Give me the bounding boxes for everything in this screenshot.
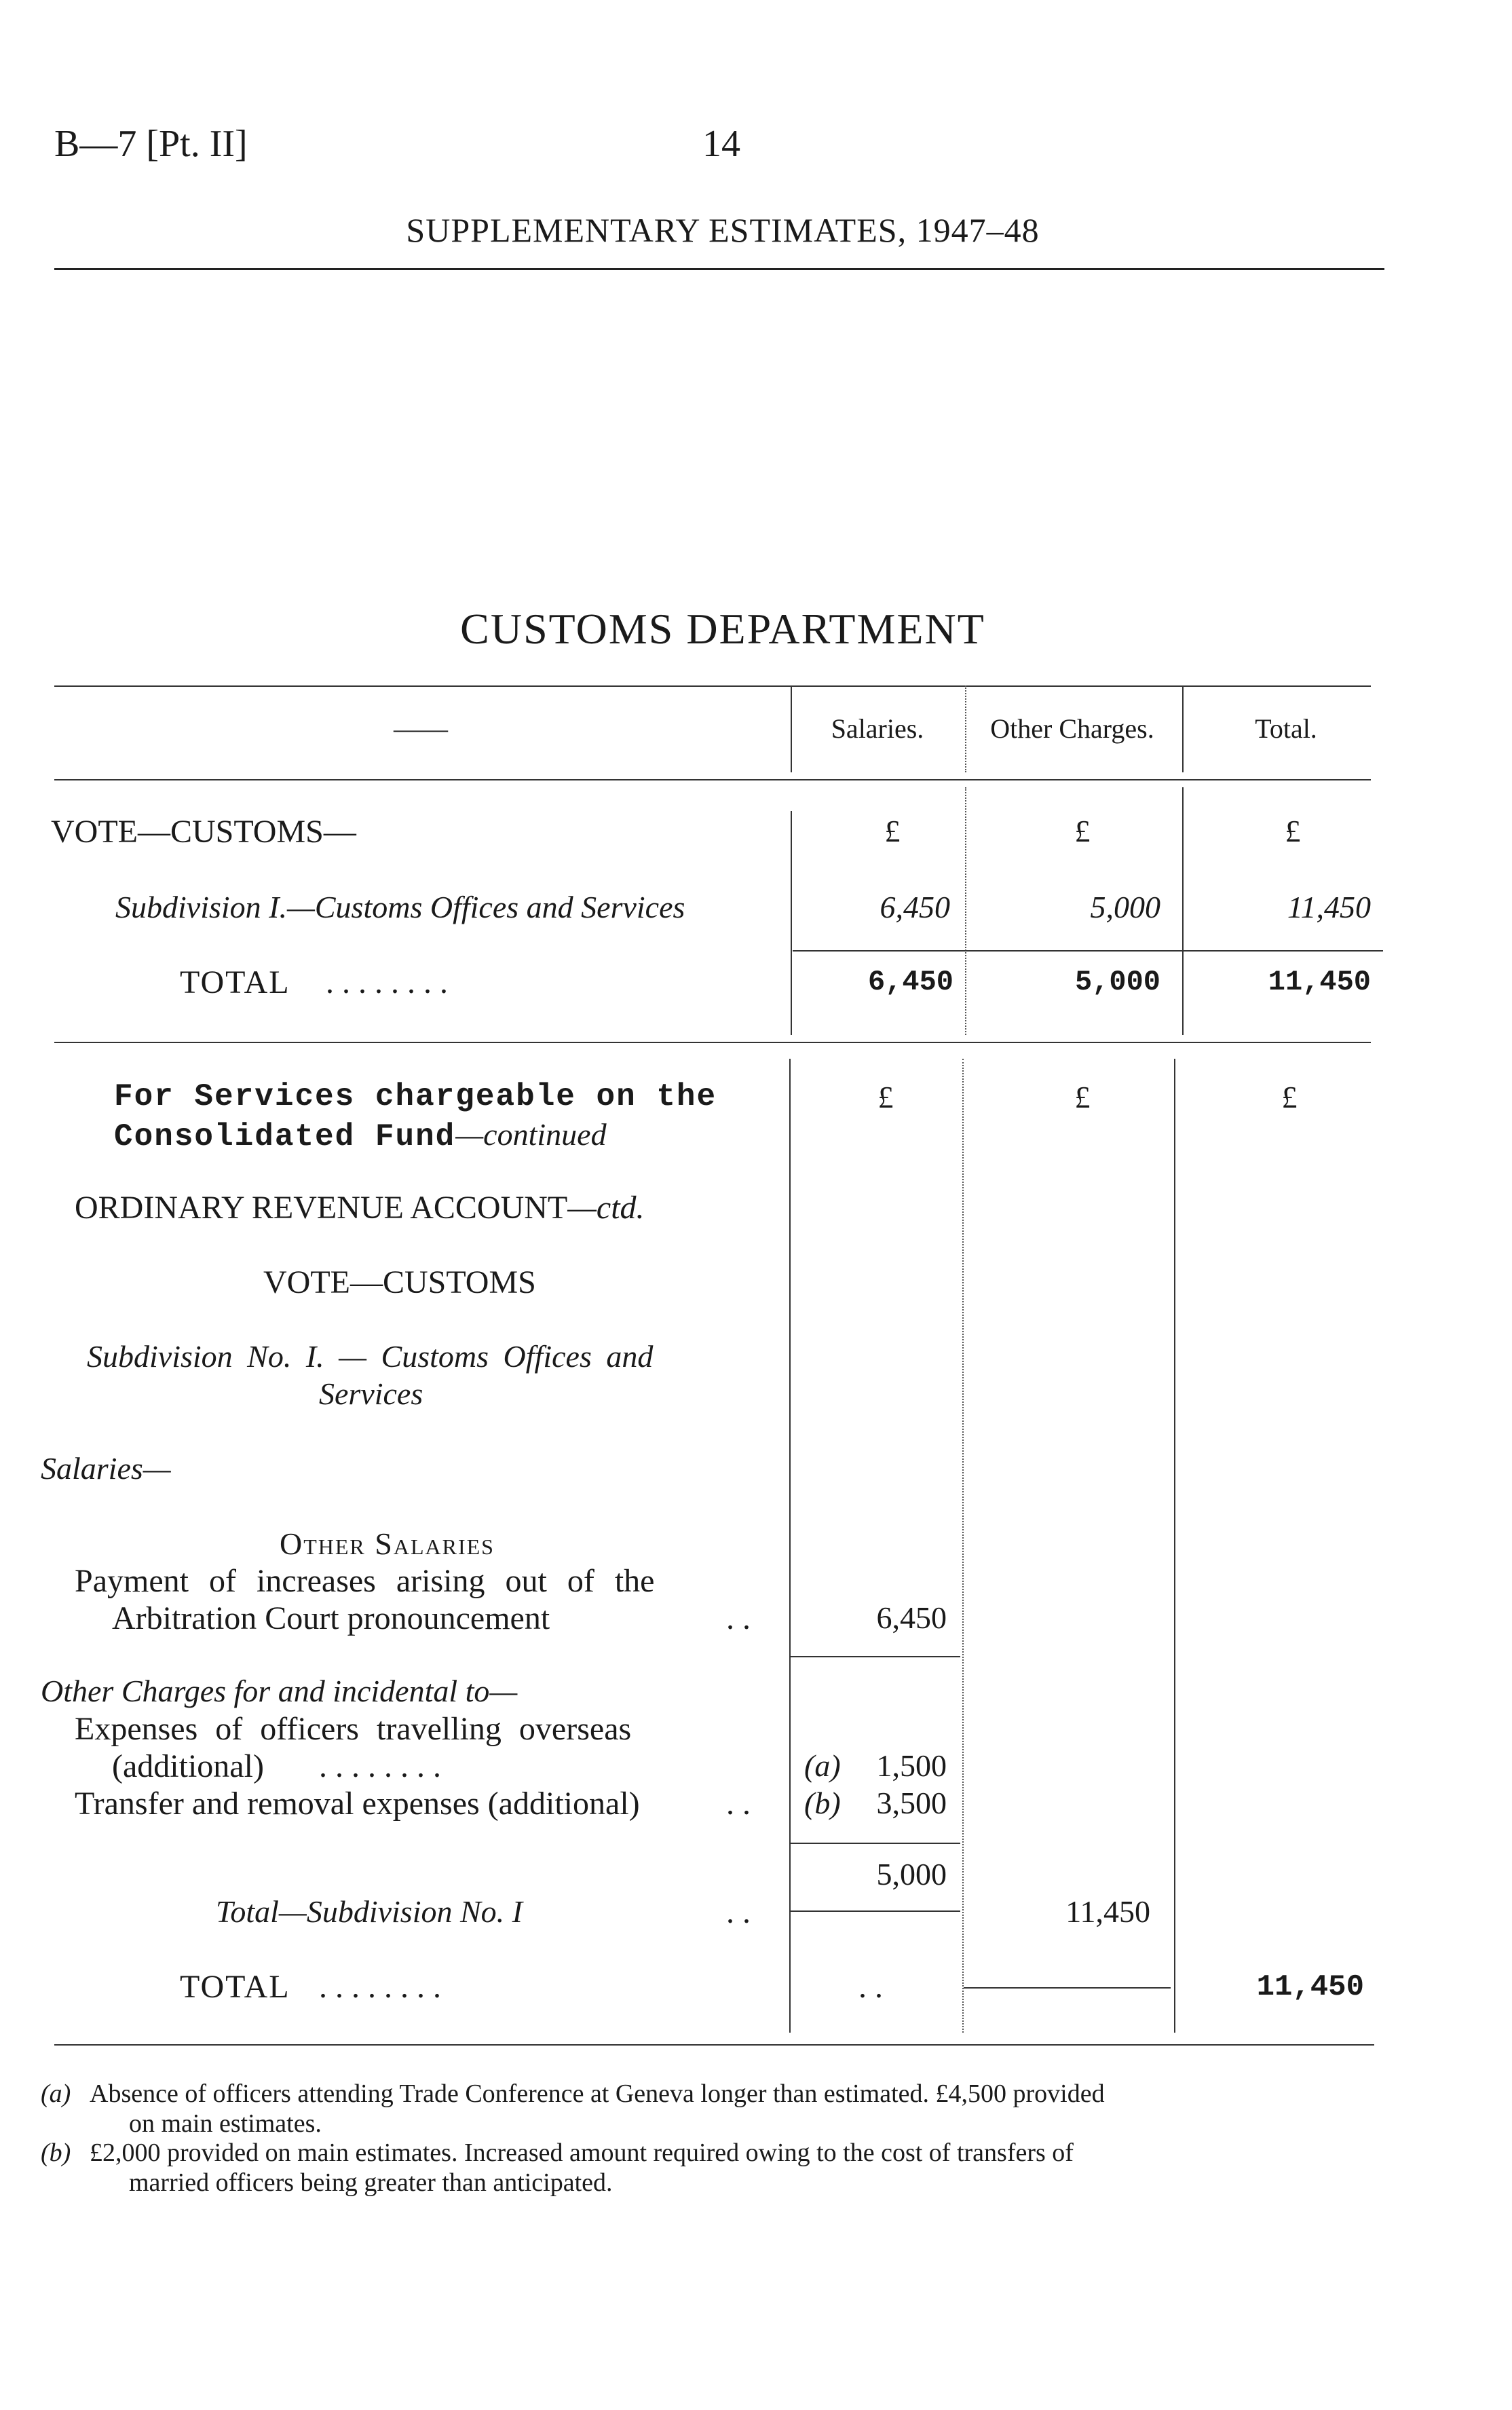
summary-vline-3 <box>1182 685 1184 772</box>
summary-pound-other: £ <box>1074 814 1091 848</box>
detail-charge1-dots: . . . . . . . . <box>319 1748 441 1784</box>
detail-total-rule <box>964 1987 1171 1989</box>
summary-pound-total: £ <box>1285 814 1301 848</box>
summary-total-salaries: 6,450 <box>867 966 953 998</box>
detail-account-suffix: —ctd. <box>567 1190 645 1226</box>
footnote-b-line2: married officers being greater than anticipated. <box>129 2168 613 2197</box>
page-title: SUPPLEMENTARY ESTIMATES, 1947–48 <box>406 211 1040 249</box>
footnote-a-line2: on main estimates. <box>129 2109 322 2138</box>
detail-pound-salaries: £ <box>877 1080 894 1114</box>
detail-subtotal-label: Total—Subdivision No. I <box>216 1894 523 1929</box>
summary-subdivision-total: 11,450 <box>1287 890 1371 924</box>
detail-heading-fund: Consolidated Fund <box>114 1119 456 1154</box>
summary-total-dots: . . . . . . . . <box>326 964 448 1000</box>
detail-salaries-head: Salaries— <box>41 1451 171 1486</box>
detail-subdivision-line2: Services <box>319 1376 423 1411</box>
col-head-salaries: Salaries. <box>831 713 924 744</box>
detail-vline-3 <box>1174 1059 1175 2033</box>
col-head-other-charges: Other Charges. <box>990 713 1154 744</box>
detail-subtotal-value: 11,450 <box>1065 1894 1150 1929</box>
detail-charge1-value: 1,500 <box>876 1748 947 1783</box>
detail-subdivision-line1: Subdivision No. I. — Customs Offices and <box>87 1339 654 1374</box>
summary-total-rule <box>793 950 1383 952</box>
summary-total-total: 11,450 <box>1268 966 1371 998</box>
summary-body-vline-3 <box>1182 787 1184 1035</box>
col-head-blank: —— <box>394 713 448 744</box>
detail-salary-item-line1: Payment of increases arising out of the <box>75 1563 655 1599</box>
summary-body-vline-1 <box>791 811 792 1035</box>
detail-charge1-line1: Expenses of officers travelling overseas <box>75 1711 632 1747</box>
detail-other-charges-sum: 5,000 <box>876 1857 947 1891</box>
summary-vline-1 <box>791 685 792 772</box>
detail-total-salaries-dots: . . <box>858 1969 883 2005</box>
detail-salary-item-line2: Arbitration Court pronouncement <box>112 1600 550 1636</box>
detail-other-charges-head: Other Charges for and incidental to— <box>41 1674 518 1708</box>
summary-total-label: TOTAL <box>180 964 290 1000</box>
detail-heading-continued: —continued <box>455 1117 607 1152</box>
detail-charge2-value: 3,500 <box>876 1786 947 1820</box>
detail-subtotal-dots: . . <box>726 1894 751 1930</box>
detail-vline-1 <box>789 1059 791 2033</box>
detail-total-dots: . . . . . . . . <box>319 1969 441 2005</box>
detail-pound-other: £ <box>1074 1080 1091 1114</box>
footnote-a-mark: (a) <box>41 2079 71 2108</box>
footnote-b-line1: £2,000 provided on main estimates. Increased amount required owing to the cost of transfers of <box>90 2139 1074 2167</box>
detail-heading-line1: For Services chargeable on the <box>114 1079 717 1114</box>
detail-salaries-rule <box>791 1656 960 1657</box>
header-rule <box>54 268 1384 270</box>
detail-heading-line2 <box>114 1116 607 1154</box>
detail-charge2-label: Transfer and removal expenses (additional) <box>75 1786 640 1822</box>
detail-salary-item-value: 6,450 <box>876 1600 947 1635</box>
detail-total-value: 11,450 <box>1256 1970 1364 2004</box>
detail-vote: VOTE—CUSTOMS <box>263 1264 536 1300</box>
detail-subtotal-rule <box>791 1910 960 1912</box>
summary-subdivision-label: Subdivision I.—Customs Offices and Services <box>115 890 685 924</box>
footnote-b-mark: (b) <box>41 2139 71 2167</box>
detail-salary-item-dots: . . <box>726 1600 751 1636</box>
col-head-total: Total. <box>1255 713 1317 744</box>
summary-head-rule <box>54 779 1371 780</box>
summary-total-other: 5,000 <box>1074 966 1160 998</box>
detail-vline-2 <box>962 1059 964 2033</box>
detail-charge1-note: (a) <box>804 1748 841 1783</box>
summary-body-vline-2 <box>965 787 966 1035</box>
page-number: 14 <box>702 123 740 165</box>
detail-total-label: TOTAL <box>180 1969 290 2005</box>
footnote-a-line1: Absence of officers attending Trade Conference at Geneva longer than estimated. £4,500 provided <box>90 2079 1105 2108</box>
detail-charge2-dots: . . <box>726 1786 751 1822</box>
detail-pound-total: £ <box>1281 1080 1298 1114</box>
detail-charge1-line2: (additional) <box>112 1748 264 1784</box>
summary-vote: VOTE—CUSTOMS— <box>51 814 356 850</box>
summary-top-rule <box>54 685 1371 687</box>
detail-bottom-rule <box>54 2044 1374 2046</box>
summary-pound-salaries: £ <box>884 814 901 848</box>
summary-vline-2 <box>965 685 966 772</box>
detail-charges-rule <box>791 1843 960 1844</box>
summary-subdivision-other: 5,000 <box>1090 890 1160 924</box>
department-title: CUSTOMS DEPARTMENT <box>460 605 985 653</box>
detail-other-salaries-head: Other Salaries <box>280 1526 495 1561</box>
summary-subdivision-salaries: 6,450 <box>880 890 950 924</box>
detail-account <box>75 1189 645 1226</box>
detail-account-label: ORDINARY REVENUE ACCOUNT <box>75 1190 568 1226</box>
detail-charge2-note: (b) <box>804 1786 841 1820</box>
summary-bottom-rule <box>54 1042 1371 1043</box>
page-ref: B—7 [Pt. II] <box>54 123 248 165</box>
